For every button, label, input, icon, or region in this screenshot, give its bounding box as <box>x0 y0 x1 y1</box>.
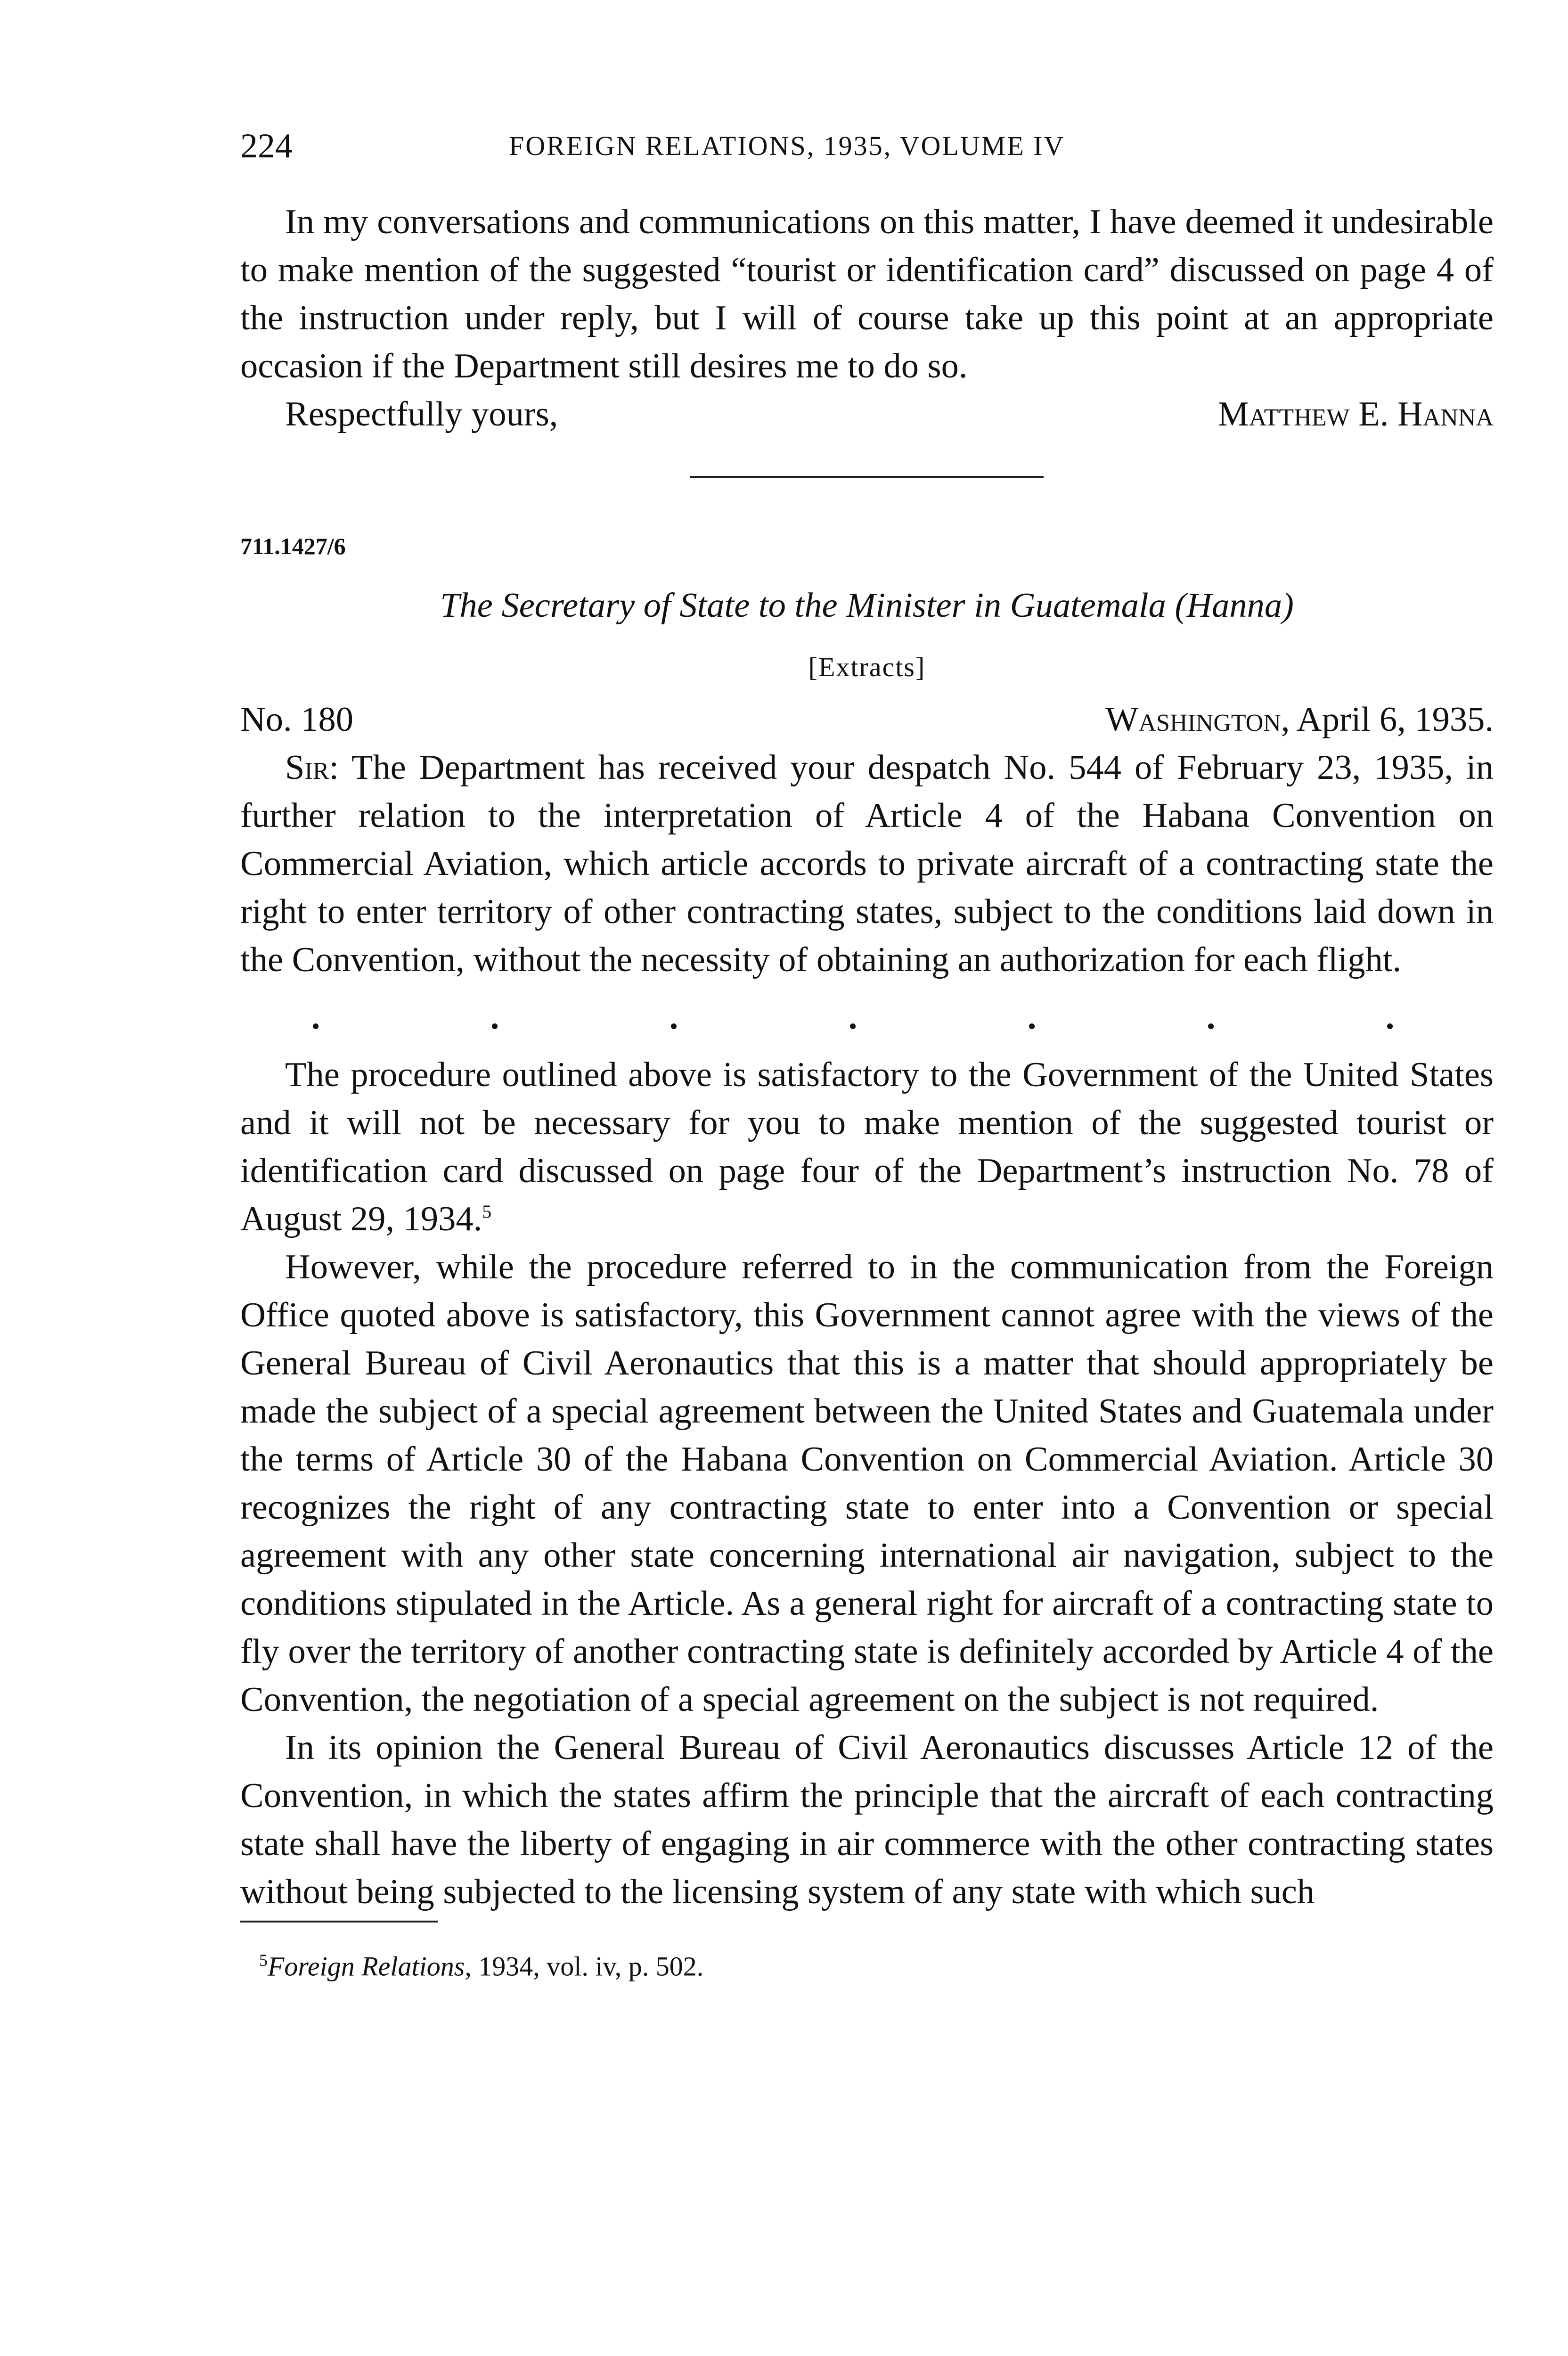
paragraph-1-text: The Department has received your despatch No. 544 of February 23, 1935, in further relation to the interpretation of Article 4 of the Habana Convention on Commercial Aviation, which article accords to private aircraft of a contracting state the right to enter territory of other contracting states, subject to the conditions laid down in the Convention, without the necessity of obtaining an authorization for each flight. <box>240 748 1494 979</box>
paragraph-1 <box>240 744 1494 984</box>
omission-dot: . <box>1385 998 1395 1037</box>
omission-dot: . <box>311 998 320 1037</box>
section-divider <box>690 476 1044 478</box>
signer-name: Matthew E. Hanna <box>1217 395 1494 434</box>
file-number: 711.1427/6 <box>240 533 346 559</box>
paragraph-2 <box>240 1051 1494 1243</box>
footnote-divider <box>240 1921 438 1922</box>
place: Washington, <box>1105 700 1290 739</box>
closing-phrase: Respectfully yours, <box>285 395 558 434</box>
place-date <box>1105 695 1494 744</box>
despatch-number: No. 180 <box>240 700 354 739</box>
document-title: The Secretary of State to the Minister in Guatemala (Hanna) <box>440 586 1294 625</box>
extracts-label: [Extracts] <box>808 652 926 682</box>
signature-line <box>240 390 1494 438</box>
omission-dot: . <box>1206 998 1216 1037</box>
salutation: Sir: <box>285 748 339 787</box>
date: April 6, 1935. <box>1296 700 1494 739</box>
opening-paragraph: In my conversations and communications on this matter, I have deemed it undesirable to make mention of the suggested “tourist or identification card” discussed on page 4 of the instruction under reply, but I will of course take up this point at an appropriate occasion if the Department still desires me to do so. <box>240 203 1494 385</box>
footnote-title: Foreign Relations, <box>268 1951 472 1982</box>
dateline <box>240 695 1494 744</box>
footnote-reference: 5 <box>482 1201 492 1223</box>
paragraph-2-text: The procedure outlined above is satisfactory to the Government of the United States and it will not be necessary for you to make mention of the suggested tourist or identification card discussed on page four of the Department’s instruction No. 78 of August 29, 1934. <box>240 1055 1494 1238</box>
paragraph-4: In its opinion the General Bureau of Civil Aeronautics discusses Article 12 of the Convention, in which the states affirm the principle that the aircraft of each contracting state shall have the liberty of engaging in air commerce with the other contracting states without being subjected to the licensing system of any state with which such <box>240 1728 1494 1911</box>
page-number: 224 <box>240 127 293 165</box>
document-page <box>240 123 1494 1985</box>
paragraph-3: However, while the procedure referred to in the communication from the Foreign Office quoted above is satisfactory, this Government cannot agree with the views of the General Bureau of Civil Aeronautics that this is a matter that should appropriately be made the subject of a special agreement between the United States and Guatemala under the terms of Article 30 of the Habana Convention on Commercial Aviation. Article 30 recognizes the right of any contracting state to enter into a Convention or special agreement with any other state concerning international air navigation, subject to the conditions stipulated in the Article. As a general right for aircraft of a contracting state to fly over the territory of another contracting state is definitely accorded by Article 4 of the Convention, the negotiation of a special agreement on the subject is not required. <box>240 1248 1494 1719</box>
omission-dot: . <box>669 998 678 1037</box>
page-header <box>240 123 1494 170</box>
omission-marks <box>240 993 1494 1041</box>
footnote-citation: 1934, vol. iv, p. 502. <box>471 1951 704 1982</box>
omission-dot: . <box>848 998 858 1037</box>
omission-dot: . <box>490 998 499 1037</box>
omission-dot: . <box>1027 998 1037 1037</box>
footnote <box>240 1941 1494 1985</box>
running-head: FOREIGN RELATIONS, 1935, VOLUME IV <box>509 131 1065 161</box>
footnote-mark: 5 <box>259 1951 268 1970</box>
